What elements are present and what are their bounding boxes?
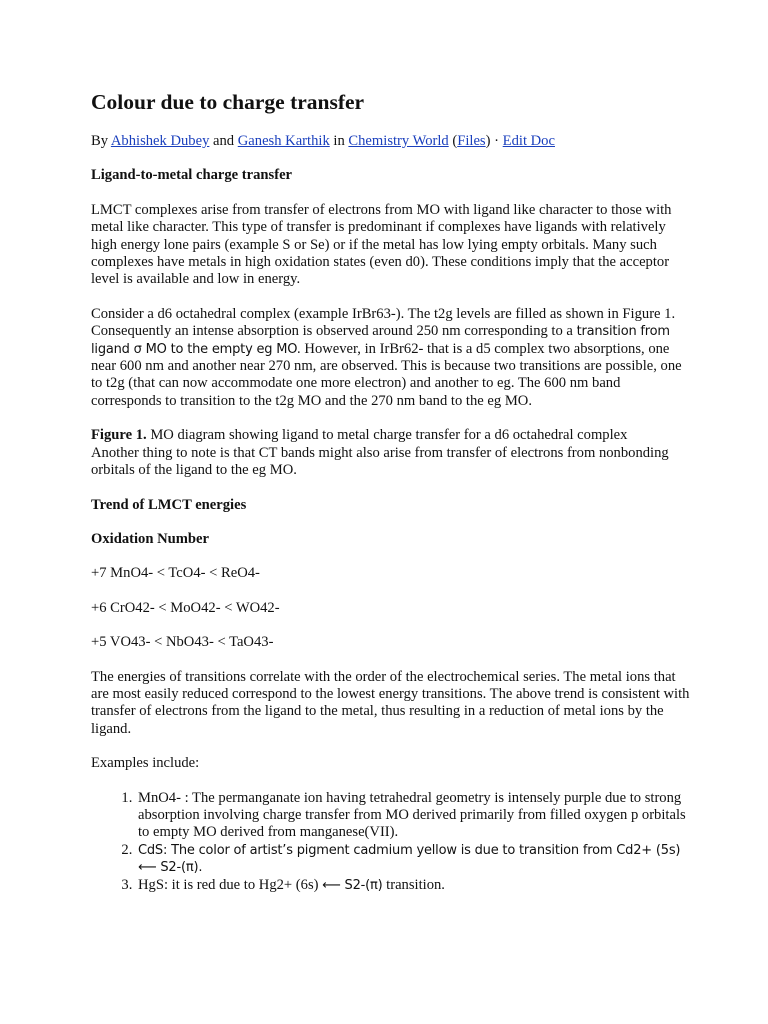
series-line: +7 MnO4- < TcO4- < ReO4- xyxy=(91,565,260,582)
consider-text-1: Consider a d6 octahedral complex (example IrBr63-). The t2g levels are filled as shown in Figure 1. Consequently an intense absorption is observed around 250 nm corresponding to a xyxy=(91,305,676,340)
example-cds: CdS: The color of artist’s pigment cadmium yellow is due to transition from Cd2+ (5s) ⟵ S2-(π). xyxy=(138,842,681,876)
document-body xyxy=(91,133,691,894)
files-link[interactable]: Files xyxy=(457,133,486,149)
figure-paragraph xyxy=(91,427,691,479)
figure-note: Another thing to note is that CT bands might also arise from transfer of electrons from nonbonding orbitals of the ligand to the eg MO. xyxy=(91,444,669,479)
list-item xyxy=(136,877,691,894)
consider-text-3: However, in IrBr62- that is a d5 complex two absorptions, one near 600 nm and another near 270 nm, are observed. This is because two transitions are possible, one to t2g (that can now accommodate one more electron) and another to eg. The 600 nm band corresponds to transition to the t2g MO and the 270 nm band to the eg MO. xyxy=(91,340,682,409)
oxidation-heading: Oxidation Number xyxy=(91,530,209,547)
collection-link[interactable]: Chemistry World xyxy=(348,133,449,149)
byline-and: and xyxy=(209,133,238,149)
example-mno4: MnO4- : The permanganate ion having tetrahedral geometry is intensely purple due to strong absorption involving charge transfer from MO derived primarily from filled oxygen p orbitals to empty MO derived from manganese(VII). xyxy=(138,789,686,841)
lmct-heading: Ligand-to-metal charge transfer xyxy=(91,167,293,184)
byline xyxy=(91,133,691,150)
consider-paragraph xyxy=(91,306,691,410)
example-hgs-c: transition. xyxy=(382,876,445,893)
example-hgs-b: ⟵ S2-(π) xyxy=(322,877,383,893)
series-line: +5 VO43- < NbO43- < TaO43- xyxy=(91,634,274,651)
example-hgs-a: HgS: it is red due to Hg2+ (6s) xyxy=(138,876,323,893)
figure-caption: MO diagram showing ligand to metal charge transfer for a d6 octahedral complex xyxy=(146,427,628,444)
author-link-ganesh[interactable]: Ganesh Karthik xyxy=(237,133,330,149)
byline-paren-close: ) xyxy=(485,133,491,149)
consider-text-2: transition from ligand σ MO to the empty eg MO. xyxy=(91,324,670,357)
examples-list xyxy=(91,790,691,894)
energies-paragraph: The energies of transitions correlate with the order of the electrochemical series. The metal ions that are most easily reduced correspond to the lowest energy transitions. The above trend is consistent with transfer of electrons from the ligand to the metal, thus resulting in a reduction of metal ions by the ligand. xyxy=(91,668,690,737)
figure-label: Figure 1. xyxy=(91,427,147,444)
author-link-abhishek[interactable]: Abhishek Dubey xyxy=(110,133,210,149)
byline-by: By xyxy=(91,133,111,149)
page-title: Colour due to charge transfer xyxy=(91,90,365,114)
byline-separator: · xyxy=(490,133,503,149)
edit-doc-link[interactable]: Edit Doc xyxy=(502,133,555,149)
byline-paren-open: ( xyxy=(448,133,458,149)
series-line: +6 CrO42- < MoO42- < WO42- xyxy=(91,599,280,616)
trend-heading: Trend of LMCT energies xyxy=(91,496,247,513)
list-item xyxy=(136,842,691,877)
examples-intro: Examples include: xyxy=(91,755,200,772)
byline-in: in xyxy=(329,133,349,149)
list-item xyxy=(136,790,691,842)
lmct-paragraph: LMCT complexes arise from transfer of electrons from MO with ligand like character to those with metal like character. This type of transfer is predominant if complexes have ligands with relatively high energy lone pairs (example S or Se) or if the metal has low lying empty orbitals. Many such complexes have metals in high oxidation states (even d0). These conditions imply that the acceptor level is available and low in energy. xyxy=(91,201,672,288)
